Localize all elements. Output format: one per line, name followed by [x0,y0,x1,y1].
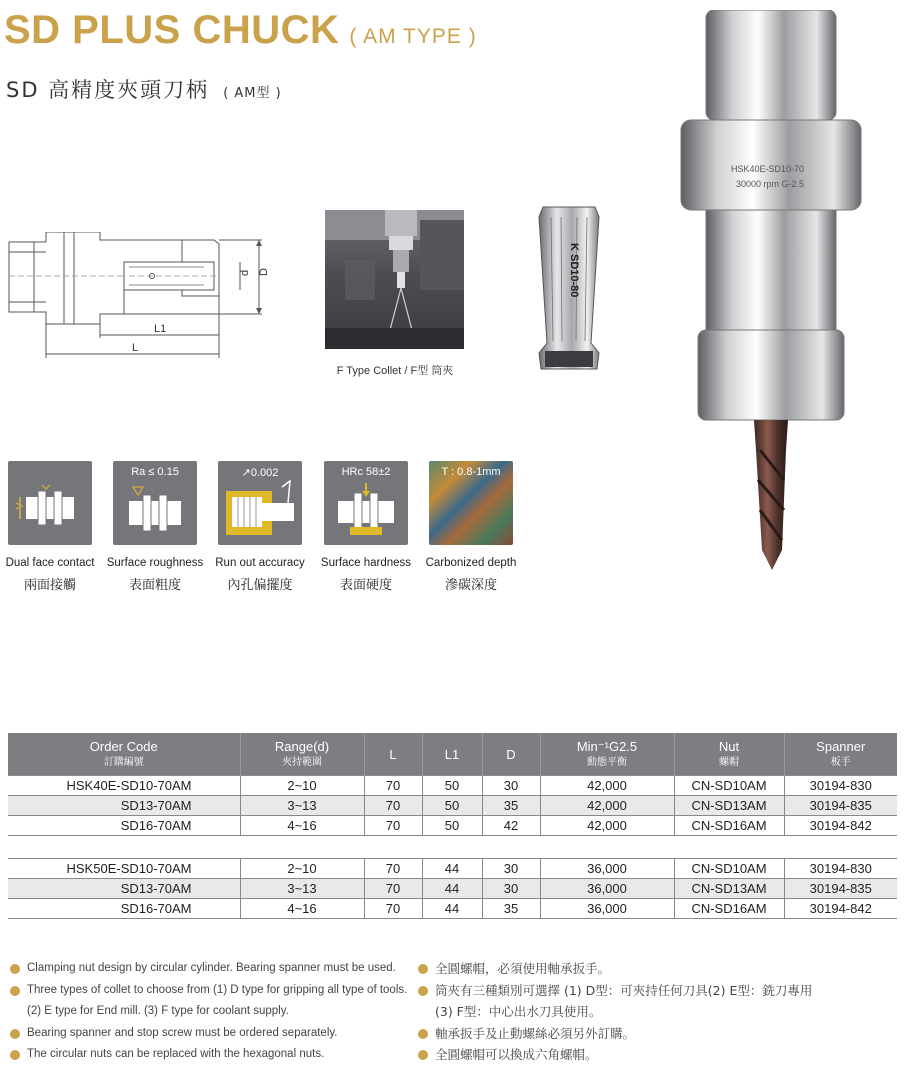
note-item: Clamping nut design by circular cylinder. Bearing spanner must be used. [10,958,410,980]
feature-label-zh: 內孔偏擺度 [227,577,293,592]
label-d-small: d [239,269,251,276]
note-item: 全圓螺帽可以換成六角螺帽。 [418,1044,898,1066]
cell-l1: 50 [422,796,482,816]
cell-l: 70 [364,816,422,836]
feature-label-roughness [100,553,210,595]
cell-d: 30 [482,879,540,899]
feature-label-en: Surface roughness [106,557,204,569]
bullet-dot [418,1029,428,1039]
note-item: 全圓螺帽，必須使用軸承扳手。 [418,958,898,980]
header-nut: Nut 螺帽 [674,733,784,776]
cell-spanner: 30194-835 [784,879,897,899]
feature-label-en: Run out accuracy [215,557,305,569]
header-d: D [482,733,540,776]
cell-l1: 50 [422,816,482,836]
cell-d: 42 [482,816,540,836]
header-spanner: Spanner 板手 [784,733,897,776]
cell-spanner: 30194-842 [784,899,897,919]
bullet-dot [10,1050,20,1060]
feature-label-dual-face [0,553,105,595]
note-item-continuation: (2) E type for End mill. (3) F type for coolant supply. [27,1005,289,1017]
table-row [8,776,897,796]
cell-spanner: 30194-842 [784,816,897,836]
feature-label-carbonized [416,553,526,595]
feature-top-text: Ra ≤ 0.15 [131,466,179,478]
cell-d: 30 [482,859,540,879]
feature-top-text: T : 0.8-1mm [441,466,501,478]
cell-d: 35 [482,899,540,919]
feature-label-en: Carbonized depth [425,557,517,569]
note-item: Three types of collet to choose from (1) D type for gripping all type of tools. [10,980,410,1002]
feature-label-hardness [311,553,421,595]
table-row [8,816,897,836]
label-l: L [132,342,139,354]
table-row [8,859,897,879]
cell-l: 70 [364,899,422,919]
cell-range: 2~10 [240,776,364,796]
cell-balance: 42,000 [540,776,674,796]
feature-dual-face-contact [8,461,92,545]
table-row [8,899,897,919]
cell-balance: 36,000 [540,879,674,899]
label-d-big: D [258,268,270,276]
cell-nut: CN-SD10AM [674,776,784,796]
feature-surface-hardness [324,461,408,545]
page-subtitle [6,74,282,104]
feature-label-runout [205,553,315,595]
milling-photo [325,210,464,349]
feature-run-out-accuracy [218,461,302,545]
cell-d: 30 [482,776,540,796]
cell-nut: CN-SD13AM [674,879,784,899]
cell-balance: 42,000 [540,796,674,816]
cell-l1: 44 [422,899,482,919]
cell-l1: 50 [422,776,482,796]
cell-l1: 44 [422,859,482,879]
tool-holder-photo [676,10,866,570]
bullet-dot [10,964,20,974]
cell-balance: 36,000 [540,899,674,919]
cell-balance: 42,000 [540,816,674,836]
note-item: Bearing spanner and stop screw must be ordered separately. [10,1023,410,1045]
cell-nut: CN-SD16AM [674,816,784,836]
cell-order-code: SD16-70AM [8,816,240,836]
page-title [4,8,477,53]
feature-top-text: ↗0.002 [241,467,279,479]
label-l1: L1 [154,323,167,335]
cell-spanner: 30194-835 [784,796,897,816]
bullet-dot [418,986,428,996]
note-item: 軸承扳手及止動螺絲必須另外訂購。 [418,1023,898,1045]
technical-drawing [4,232,272,362]
notes-chinese [418,958,898,1066]
bullet-dot [418,964,428,974]
bullet-dot [418,1050,428,1060]
cell-l1: 44 [422,879,482,899]
milling-photo-graphic [325,210,464,349]
header-l1: L1 [422,733,482,776]
header-l: L [364,733,422,776]
dual-face-icon [8,461,92,545]
note-item: The circular nuts can be replaced with the hexagonal nuts. [10,1044,410,1066]
cell-l: 70 [364,796,422,816]
feature-label-zh: 表面硬度 [339,577,392,592]
note-item-continuation: (3) F型：中心出水刀具使用。 [435,1004,602,1019]
cell-l: 70 [364,859,422,879]
collet-photo [529,203,609,373]
cell-range: 4~16 [240,899,364,919]
feature-top-text: HRc 58±2 [341,466,391,478]
header-range: Range(d) 夾持範圍 [240,733,364,776]
feature-label-en: Surface hardness [320,557,412,569]
title-type: ( AM TYPE ) [349,25,477,48]
cell-spanner: 30194-830 [784,859,897,879]
cell-spanner: 30194-830 [784,776,897,796]
feature-label-en: Dual face contact [5,557,95,569]
table-row [8,879,897,899]
spec-table [8,733,897,919]
cell-range: 2~10 [240,859,364,879]
feature-surface-roughness [113,461,197,545]
cell-l: 70 [364,879,422,899]
cell-order-code: SD13-70AM [8,879,240,899]
title-main: SD PLUS CHUCK [4,8,340,52]
table-header-row [8,733,897,776]
header-order-code: Order Code 訂購編號 [8,733,240,776]
cell-balance: 36,000 [540,859,674,879]
note-item: 筒夾有三種類別可選擇 (1) D型：可夾持任何刀具(2) E型：銑刀專用 [418,980,898,1002]
cell-order-code: HSK40E-SD10-70AM [8,776,240,796]
cell-order-code: SD13-70AM [8,796,240,816]
cell-l: 70 [364,776,422,796]
cell-range: 3~13 [240,879,364,899]
collet-caption: F Type Collet / F型 筒夾 [336,365,454,377]
cell-nut: CN-SD16AM [674,899,784,919]
bullet-dot [10,986,20,996]
cell-order-code: HSK50E-SD10-70AM [8,859,240,879]
cell-d: 35 [482,796,540,816]
bullet-dot [10,1029,20,1039]
holder-engraving-2: 30000 rpm G-2.5 [736,179,805,189]
table-gap-row [8,836,897,859]
cell-range: 3~13 [240,796,364,816]
collet-engraving: K SD10-80 [568,243,580,298]
subtitle-main: SD 高精度夾頭刀柄 [6,78,210,102]
cell-nut: CN-SD13AM [674,796,784,816]
feature-label-zh: 滲碳深度 [444,577,497,592]
header-balance: Min⁻¹G2.5 動態平衡 [540,733,674,776]
cell-order-code: SD16-70AM [8,899,240,919]
table-row [8,796,897,816]
cell-range: 4~16 [240,816,364,836]
holder-engraving-1: HSK40E-SD10-70 [731,164,805,174]
subtitle-type: ( AM型 ) [223,86,282,101]
feature-label-zh: 兩面接觸 [23,577,76,592]
feature-label-zh: 表面粗度 [128,577,181,592]
cell-nut: CN-SD10AM [674,859,784,879]
feature-carbonized-depth [429,461,513,545]
notes-english [10,958,410,1066]
